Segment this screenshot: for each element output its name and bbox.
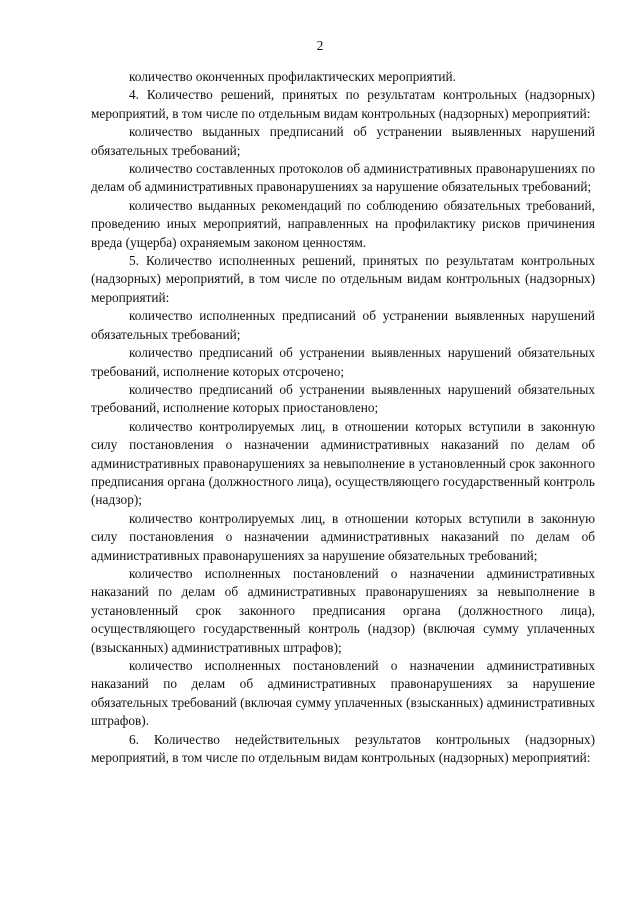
page-number: 2	[316, 38, 324, 53]
paragraph-protocols: количество составленных протоколов об административных правонарушениях по делам об административных правонарушениях за нарушение обязательных требований;	[91, 161, 595, 195]
paragraph-issued-orders: количество выданных предписаний об устранении выявленных нарушений обязательных требований;	[91, 124, 595, 158]
paragraph-item-4-decisions: 4. Количество решений, принятых по результатам контрольных (надзорных) мероприятий, в том числе по отдельным видам контрольных (надзорных) мероприятий:	[91, 87, 595, 121]
paragraph-suspended-orders: количество предписаний об устранении выявленных нарушений обязательных требований, исполнение которых приостановлено;	[91, 381, 595, 416]
paragraph-persons-penalties-violation: количество контролируемых лиц, в отношении которых вступили в законную силу постановления о назначении административных наказаний по делам об административных правонарушениях за нарушение обязательных требований;	[91, 510, 595, 563]
paragraph-deferred-orders: количество предписаний об устранении выявленных нарушений обязательных требований, исполнение которых отсрочено;	[91, 345, 595, 379]
paragraph-recommendations: количество выданных рекомендаций по соблюдению обязательных требований, проведению иных мероприятий, направленных на профилактику рисков причинения вреда (ущерба) охраняемым законом ценностям.	[91, 197, 595, 250]
paragraph-executed-resolutions-nonexecution: количество исполненных постановлений о назначении административных наказаний по делам об административных правонарушениях за невыполнение в установленный срок законного предписания органа (должностного лица), осуществляющего государственный контроль (надзор) (включая сумму уплаченных (взысканных) административных штрафов);	[91, 565, 595, 655]
paragraph-persons-penalties-nonexecution: количество контролируемых лиц, в отношении которых вступили в законную силу постановления о назначении административных наказаний по делам об административных правонарушениях за невыполнение в установленный срок законного предписания органа (должностного лица), осуществляющего государственный контроль (надзор);	[91, 418, 595, 508]
paragraph-executed-resolutions-violation: количество исполненных постановлений о назначении административных наказаний по делам об административных правонарушениях за нарушение обязательных требований (включая сумму уплаченных (взысканных) административных штрафов).	[91, 658, 595, 729]
document-body	[91, 68, 595, 767]
paragraph-completed-preventive-measures: количество оконченных профилактических мероприятий.	[129, 69, 456, 84]
paragraph-executed-orders: количество исполненных предписаний об устранении выявленных нарушений обязательных требований;	[91, 308, 595, 342]
paragraph-item-6-invalid-results: 6. Количество недействительных результатов контрольных (надзорных) мероприятий, в том числе по отдельным видам контрольных (надзорных) мероприятий:	[91, 731, 595, 766]
paragraph-item-5-executed-decisions: 5. Количество исполненных решений, принятых по результатам контрольных (надзорных) мероприятий, в том числе по отдельным видам контрольных (надзорных) мероприятий:	[91, 253, 595, 305]
